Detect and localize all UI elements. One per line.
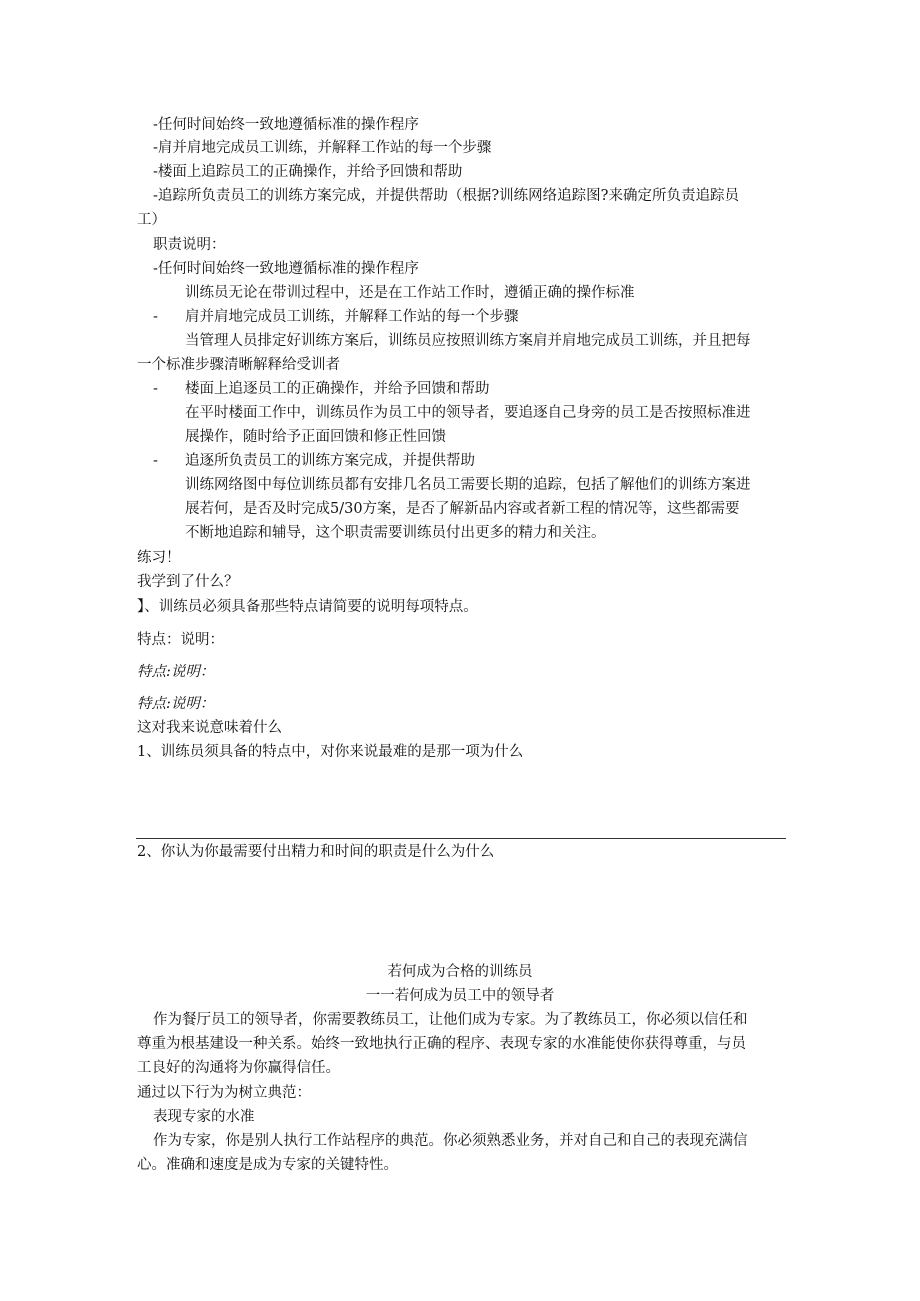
duty-2-desc-2: 一个标准步骤清晰解释给受训者 — [137, 357, 340, 373]
para1-line-2: 尊重为根基建设一种关系。始终一致地执行正确的程序、表现专家的水准能使你获得尊重，与员 — [137, 1036, 746, 1052]
question-2: 2、你认为你最需要付出精力和时间的职责是什么为什么 — [137, 844, 495, 860]
question-1: 1、训练员须具备的特点中，对你来说最难的是那一项为什么 — [137, 744, 524, 760]
para1-line-1: 作为餐厅员工的领导者，你需要教练员工，让他们成为专家。为了教练员工，你必须以信任和 — [153, 1012, 748, 1028]
exercise-title: 练习！ — [137, 550, 181, 566]
trait-pair-3: 特点:说明： — [137, 696, 215, 712]
behavior-1: 表现专家的水准 — [153, 1109, 255, 1125]
top-item-2: -肩并肩地完成员工训练，并解释工作站的每一个步骤 — [153, 140, 492, 156]
duty-1-desc: 训练员无论在带训过程中，还是在工作站工作时，遵循正确的操作标准 — [185, 285, 635, 301]
duty-3-dash: - — [153, 381, 158, 397]
question-0: 】、训练员必须具备那些特点请简要的说明每项特点。 — [137, 599, 478, 615]
learned-heading: 我学到了什么？ — [137, 574, 239, 590]
section-title: 若何成为合格的训练员 — [387, 964, 533, 980]
duty-3-desc-2: 展操作，随时给予正面回馈和修正性回馈 — [185, 429, 446, 445]
behaviors-intro: 通过以下行为为树立典范： — [137, 1085, 311, 1101]
duty-4-title: 追逐所负责员工的训练方案完成，并提供帮助 — [185, 453, 475, 469]
top-item-4-cont: 工） — [137, 212, 166, 228]
para2-line-2: 心。准确和速度是成为专家的关键特性。 — [137, 1157, 398, 1173]
duty-4-desc-3: 不断地追踪和辅导，这个职责需要训练员付出更多的精力和关注。 — [185, 525, 606, 541]
duty-3-title: 楼面上追逐员工的正确操作，并给予回馈和帮助 — [185, 381, 490, 397]
top-item-3: -楼面上追踪员工的正确操作，并给予回馈和帮助 — [153, 164, 463, 180]
duty-2-dash: - — [153, 309, 158, 325]
para1-line-3: 工良好的沟通将为你赢得信任。 — [137, 1060, 340, 1076]
trait-pair-1: 特点：说明： — [137, 632, 224, 648]
meaning-heading: 这对我来说意味着什么 — [137, 720, 282, 736]
section-subtitle: 一一若何成为员工中的领导者 — [365, 988, 555, 1004]
duty-1-title: -任何时间始终一致地遵循标准的操作程序 — [153, 261, 419, 277]
duty-3-desc-1: 在平时楼面工作中，训练员作为员工中的领导者，要追逐自己身旁的员工是否按照标准进 — [185, 405, 751, 421]
para2-line-1: 作为专家，你是别人执行工作站程序的典范。你必须熟悉业务，并对自己和自己的表现充满信 — [153, 1133, 748, 1149]
answer-line — [136, 838, 786, 839]
top-item-4: -追踪所负责员工的训练方案完成，并提供帮助（根据?训练网络追踪图?来确定所负责追踪员 — [153, 188, 739, 204]
duty-4-desc-2: 展若何，是否及时完成5/30方案，是否了解新品内容或者新工程的情况等，这些都需要 — [185, 501, 740, 517]
duty-heading: 职责说明： — [153, 237, 226, 253]
duty-4-desc-1: 训练网络图中每位训练员都有安排几名员工需要长期的追踪，包括了解他们的训练方案进 — [185, 477, 751, 493]
duty-4-dash: - — [153, 453, 158, 469]
top-item-1: -任何时间始终一致地遵循标准的操作程序 — [153, 117, 419, 133]
trait-pair-2: 特点:说明： — [137, 664, 215, 680]
duty-2-title: 肩并肩地完成员工训练，并解释工作站的每一个步骤 — [185, 309, 519, 325]
duty-2-desc-1: 当管理人员排定好训练方案后，训练员应按照训练方案肩并肩地完成员工训练，并且把每 — [185, 333, 751, 349]
